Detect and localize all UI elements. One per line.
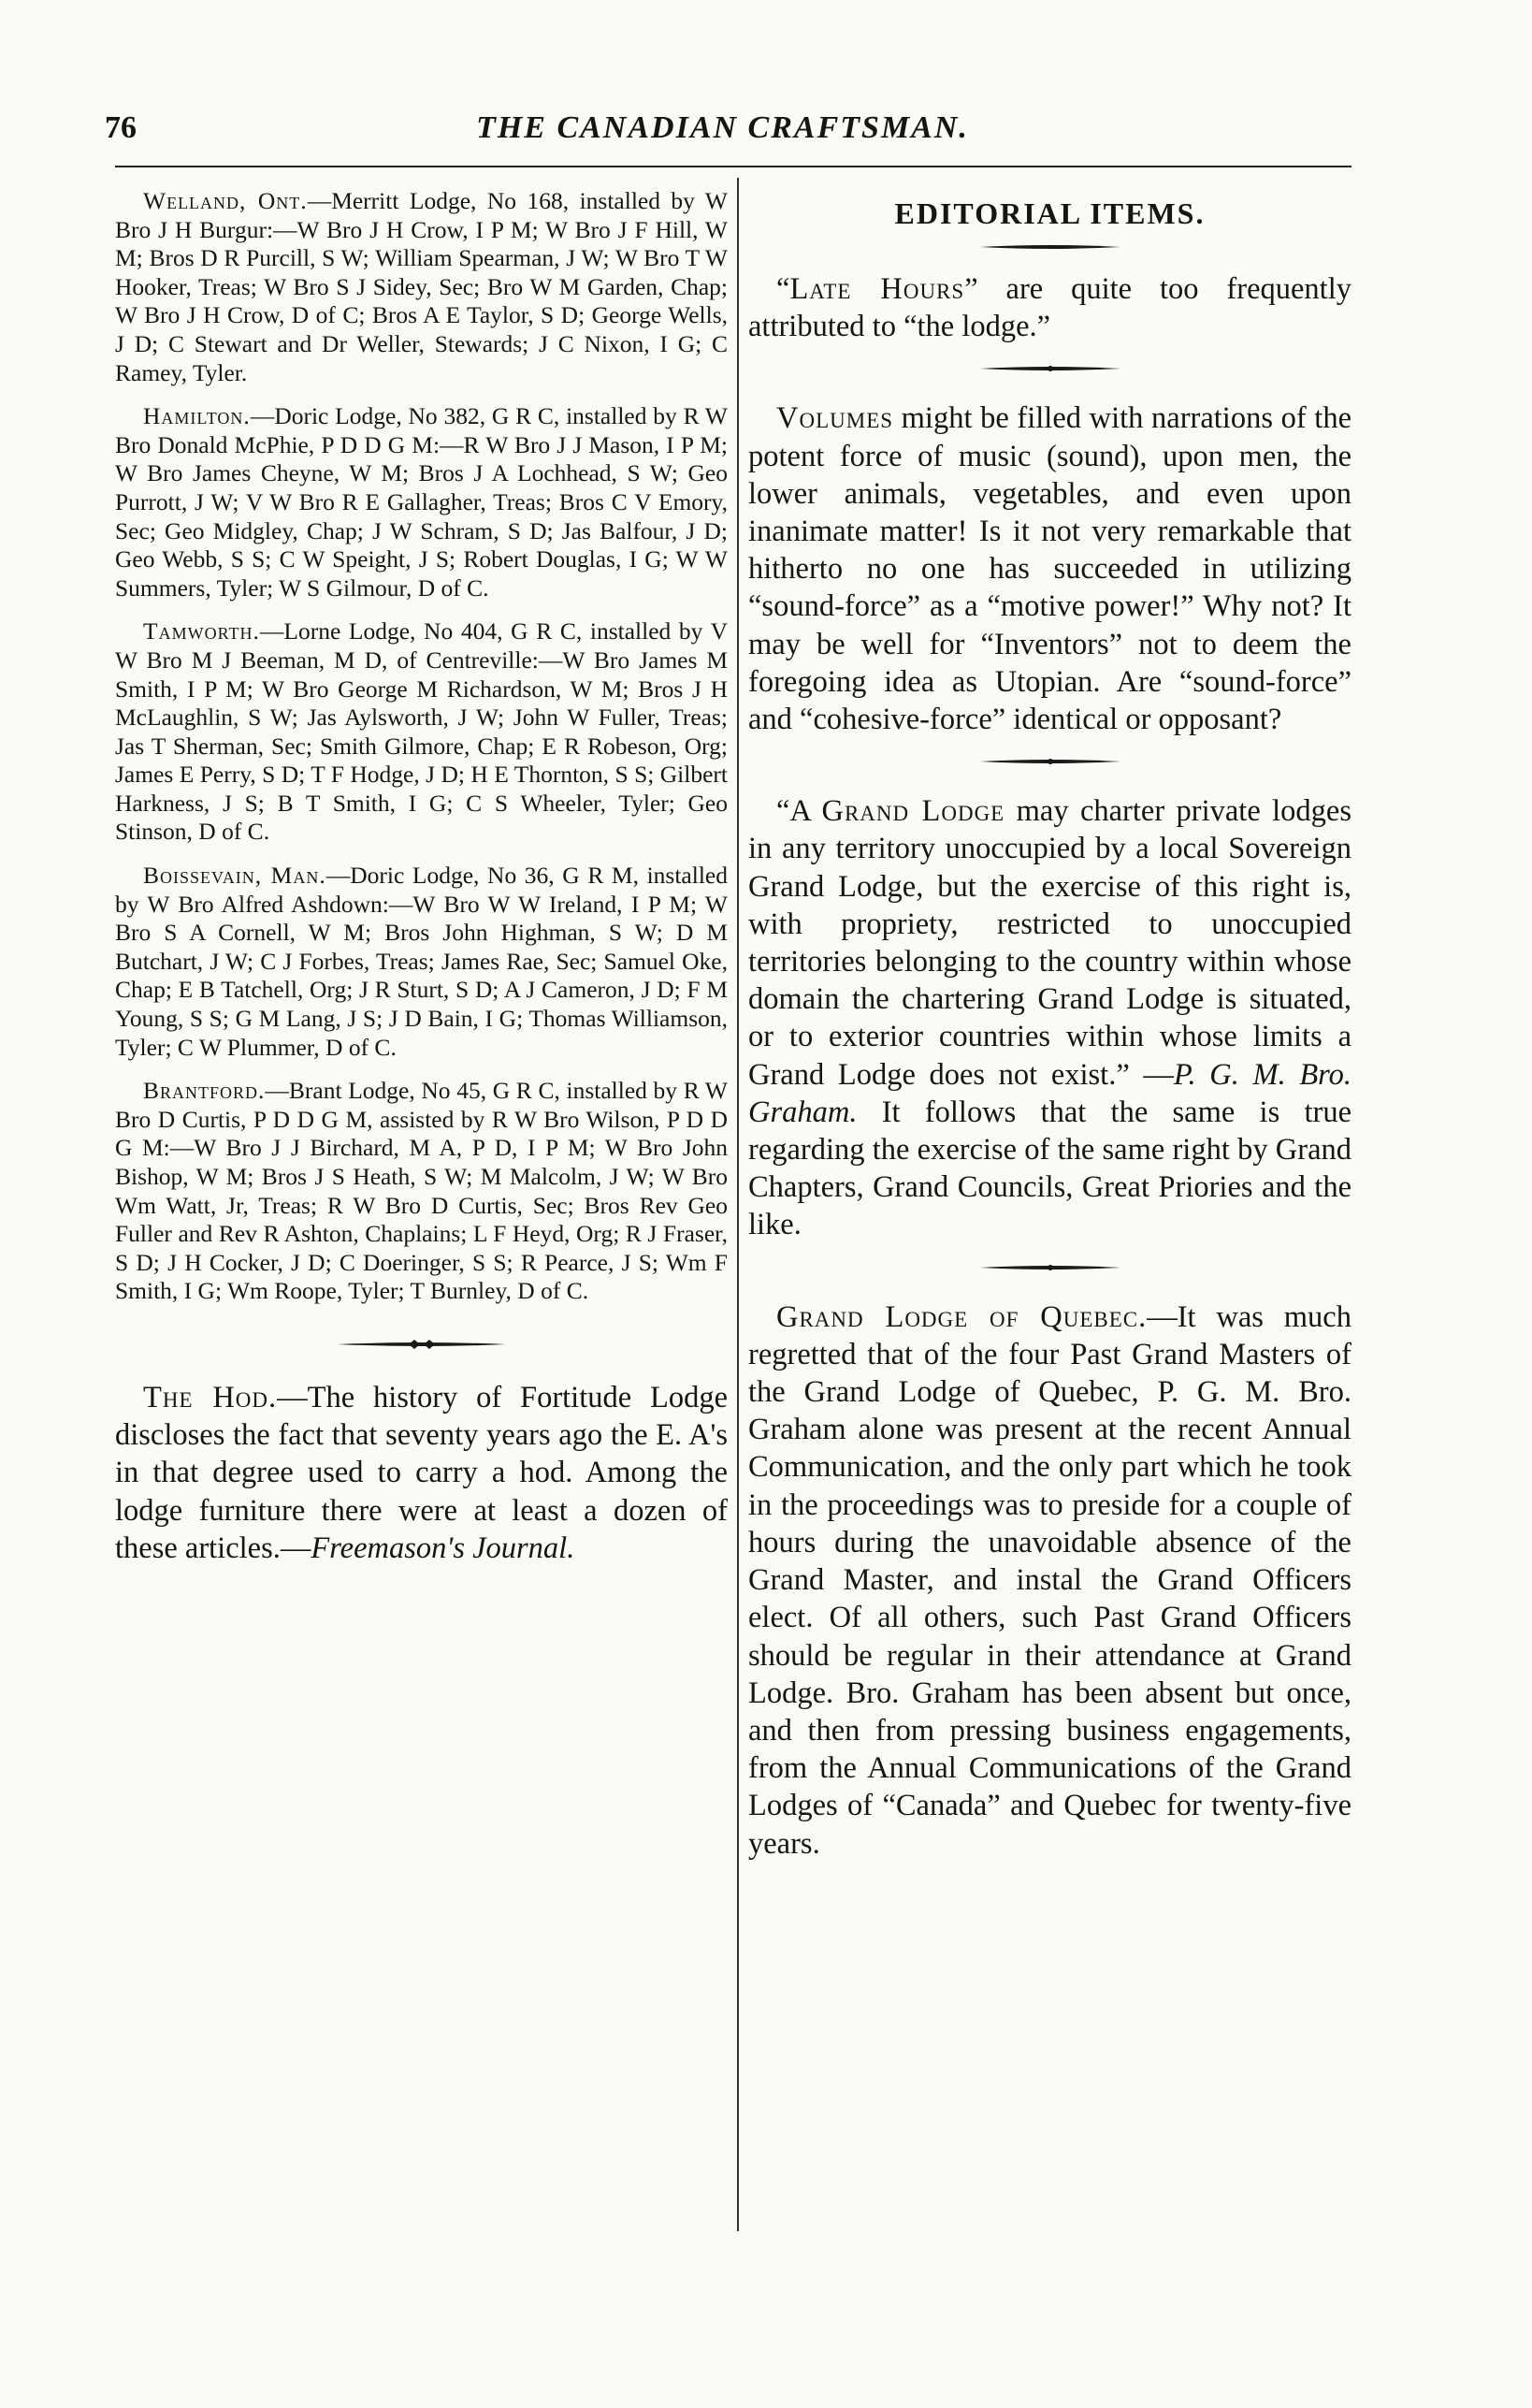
report-place: Boissevain, Man. [143,862,326,890]
quebec-item [748,1298,1351,1863]
late-hours-item [748,270,1351,345]
right-column [748,187,1351,1863]
quebec-lead: Grand Lodge of Quebec. [776,1299,1148,1334]
grand-lodge-text: may charter private lodges in any territory unoccupied by a local Sovereign Grand Lodge, but the exercise of this right is, with propriety, restricted to unoccupied territories belonging to the country within whose domain the chartering Grand Lodge is situated, or to exterior countries within whose limits a Grand Lodge does not exist.” — [748,794,1351,1092]
journal-title: THE CANADIAN CRAFTSMAN. [476,110,969,145]
late-hours-lead: Late Hours [789,272,965,306]
volumes-item [748,399,1351,738]
grand-lodge-quote-item [748,792,1351,1243]
late-hours-text: ” are quite too frequently attributed to “the lodge.” [748,272,1351,344]
hod-article [115,1379,728,1567]
report-boissevain [115,862,728,1062]
ornament-rule [980,1261,1120,1274]
hod-source: Freemason's Journal. [311,1530,575,1565]
page-header [94,110,1351,148]
report-hamilton [115,402,728,602]
lodge-reports [115,187,728,1306]
ornament-rule [980,362,1120,375]
left-column [115,187,728,1567]
report-text: —Doric Lodge, No 36, G R M, installed by W Bro Alfred Ashdown:—W Bro W W Ireland, I P M; W Bro S A Cornell, W M; Bros John Highman, S W; D M Butchart, J W; C J Forbes, Treas; James Rae, Sec; Samuel Oke, Chap; E B Tatchell, Org; J R Sturt, S D; A J Cameron, J D; F M Young, S S; G M Lang, J S; J D Bain, I G; Thomas Williamson, Tyler; C W Plummer, D of C. [115,862,728,1061]
report-place: Welland, Ont. [143,187,308,214]
ornament-rule [980,755,1120,768]
report-tamworth [115,617,728,847]
report-text: —Lorne Lodge, No 404, G R C, installed by V W Bro M J Beeman, M D, of Centreville:—W Bro James M Smith, I P M; W Bro George M Richardson, W M; Bros J H McLaughlin, S W; Jas Aylsworth, J W; John W Fuller, Treas; Jas T Sherman, Sec; Smith Gilmore, Chap; E R Robeson, Org; James E Perry, S D; T F Hodge, J D; H E Thornton, S S; Gilbert Harkness, J S; B T Smith, I G; C S Wheeler, Tyler; Geo Stinson, D of C. [115,617,728,846]
grand-lodge-after: It follows that the same is true regarding the exercise of the same right by Grand Chapters, Grand Councils, Great Priories and the like. [748,1095,1351,1242]
hod-lead: The Hod. [143,1380,278,1414]
header-rule [115,166,1351,167]
quote-attribution: P. G. M. Bro. Graham. [748,1057,1352,1129]
page-number: 76 [105,110,137,145]
report-text: —Merritt Lodge, No 168, installed by W Bro J H Burgur:—W Bro J H Crow, I P M; W Bro J F Hill, W M; Bros D R Purcill, S W; William Spearman, J W; W Bro T W Hooker, Treas; W Bro S J Sidey, Sec; Bro W M Garden, Chap; W Bro J H Crow, D of C; Bros A E Taylor, S D; George Wells, J D; C Stewart and Dr Weller, Stewards; J C Nixon, I G; C Ramey, Tyler. [115,187,729,386]
hod-text: —The history of Fortitude Lodge discloses the fact that seventy years ago the E. A's in that degree used to carry a hod. Among the lodge furniture there were at least a dozen of these articles.— [115,1380,728,1565]
report-welland [115,187,728,387]
column-divider [737,178,739,2231]
volumes-text: might be filled with narrations of the potent force of music (sound), upon men, the lower animals, vegetables, and even upon inanimate matter! Is it not very remarkable that hitherto no one has succeeded in utilizing “sound-force” as a “motive power!” Why not? It may be well for “Inventors” not to deem the foregoing idea as Utopian. Are “sound-force” and “cohesive-force” identical or opposant? [748,401,1351,737]
report-place: Hamilton. [143,402,251,430]
quebec-text: —It was much regretted that of the four Past Grand Masters of the Grand Lodge of Quebec, P. G. M. Bro. Graham alone was present at the recent Annual Communication, and the only part which he took in the proceedings was to preside for a couple of hours during the unavoidable absence of the Grand Master, and instal the Grand Officers elect. Of all others, such Past Grand Officers should be regular in their attendance at Grand Lodge. Bro. Graham has been absent but once, and then from pressing business engagements, from the Annual Communications of the Grand Lodges of “Canada” and Quebec for twenty-five years. [748,1299,1351,1861]
grand-lodge-lead: Grand Lodge [821,794,1005,829]
volumes-lead: Volumes [776,401,894,436]
report-place: Brantford. [143,1077,266,1105]
report-text: —Brant Lodge, No 45, G R C, installed by R W Bro D Curtis, P D D G M, assisted by R W Bro Wilson, P D D G M:—W Bro J J Birchard, M A, P D, I P M; W Bro John Bishop, W M; Bros J S Heath, S W; M Malcolm, J W; W Bro Wm Watt, Jr, Treas; R W Bro D Curtis, Sec; Bros Rev Geo Fuller and Rev R Ashton, Chaplains; L F Heyd, Org; R J Fraser, S D; J H Cocker, J D; C Doeringer, S S; R Pearce, J S; Wm F Smith, I G; Wm Roope, Tyler; T Burnley, D of C. [115,1077,728,1305]
ornament-rule-left [338,1338,506,1351]
report-text: —Doric Lodge, No 382, G R C, installed by R W Bro Donald McPhie, P D D G M:—R W Bro J J Mason, I P M; W Bro James Cheyne, W M; Bros J A Lochhead, S W; Geo Purrott, J W; V W Bro R E Gallagher, Treas; Bros C V Emory, Sec; Geo Midgley, Chap; J W Schram, S D; Jas Balfour, J D; Geo Webb, S S; C W Speight, J S; Robert Douglas, I G; W W Summers, Tyler; W S Gilmour, D of C. [115,402,728,602]
report-place: Tamworth. [143,617,260,646]
editorial-items-title: EDITORIAL ITEMS. [894,196,1206,230]
open-quote: “ [776,272,790,306]
ornament-rule [980,240,1120,254]
report-brantford [115,1077,728,1306]
open-quote: “A [776,794,822,829]
